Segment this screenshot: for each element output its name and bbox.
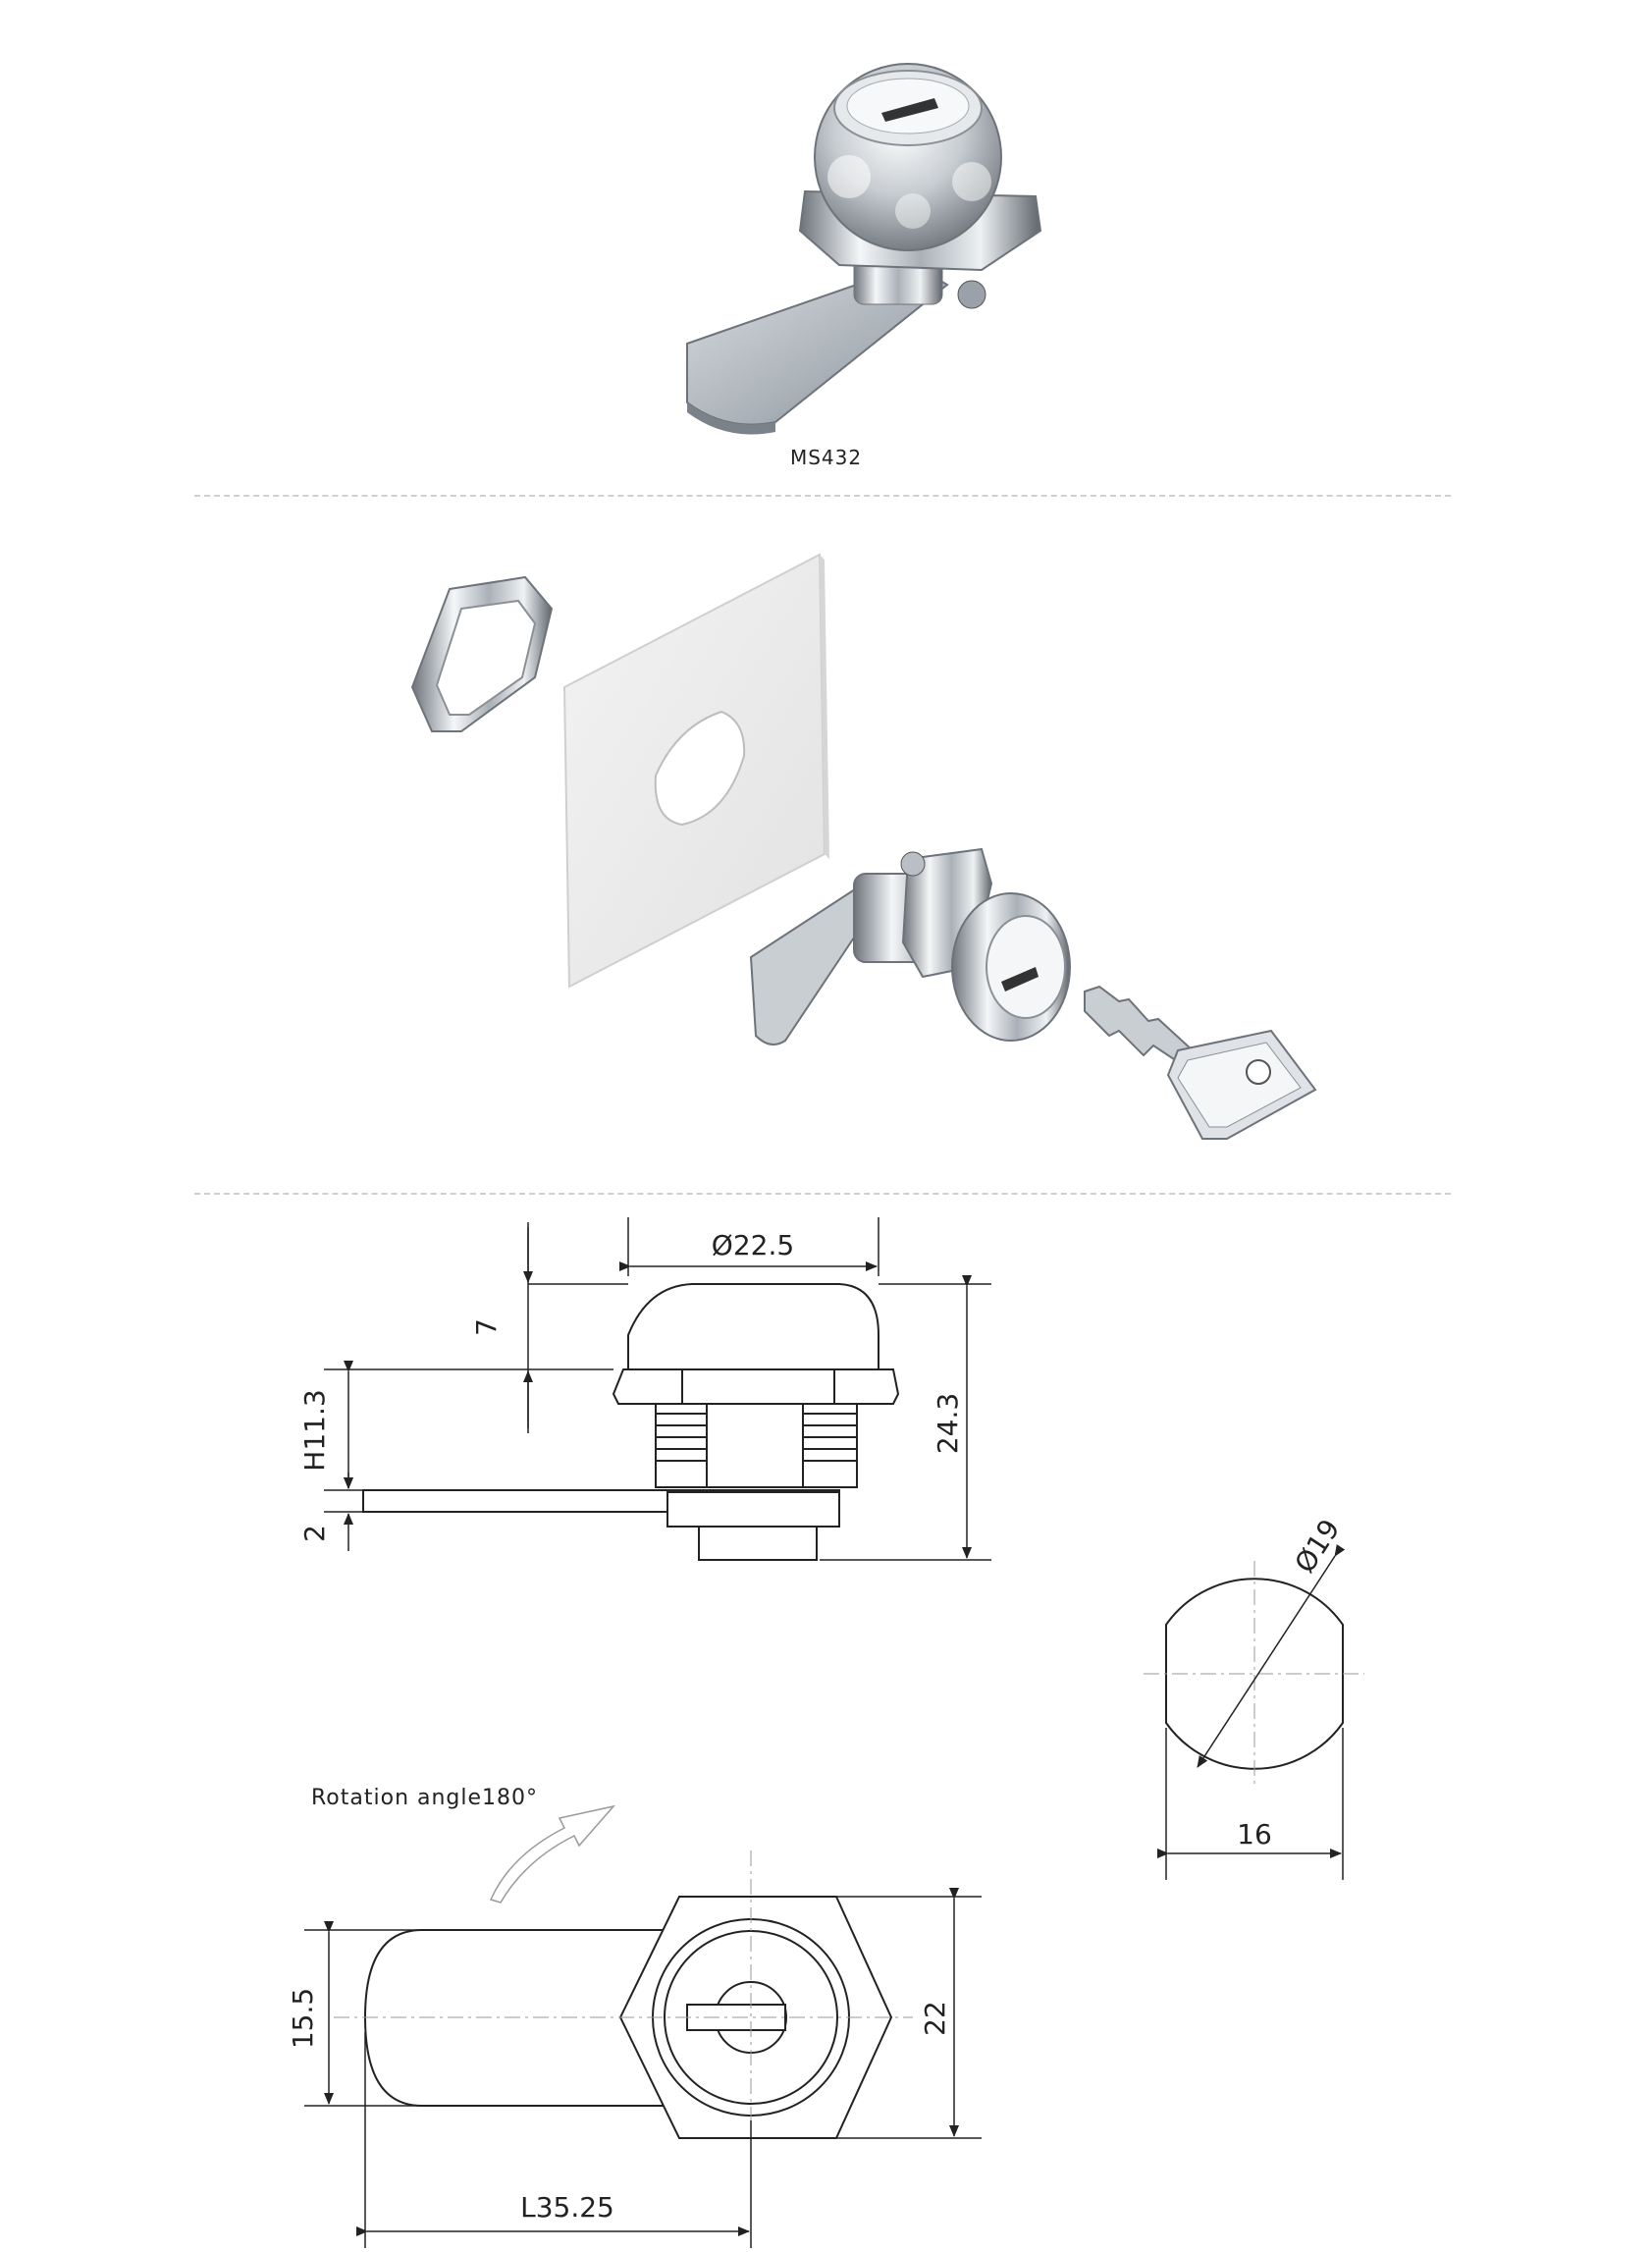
cam-thickness-dimension: 2 — [298, 1525, 331, 1542]
nut-width-dimension: 22 — [919, 2001, 951, 2036]
front-view — [334, 1850, 913, 2199]
hex-nut-render — [412, 577, 552, 731]
cam-length-dimension: L35.25 — [520, 2191, 614, 2224]
rotation-angle-note: Rotation angle180° — [311, 1786, 539, 1810]
section-divider — [194, 1193, 1451, 1195]
side-elevation-view — [363, 1284, 898, 1560]
cutout-diameter-dimension: Ø19 — [1288, 1513, 1347, 1579]
cutout-width-dimension: 16 — [1237, 1818, 1272, 1850]
head-height-dimension: 7 — [470, 1318, 503, 1336]
product-render-panel — [0, 0, 1652, 491]
cam-width-dimension: 15.5 — [287, 1987, 319, 2050]
key-render — [1085, 987, 1315, 1139]
total-height-dimension: 24.3 — [932, 1392, 964, 1455]
cam-lock-side-render — [751, 849, 1070, 1045]
hole-height-dimension: H11.3 — [298, 1389, 331, 1472]
mounting-panel-render — [564, 555, 829, 987]
exploded-view-panel — [0, 501, 1652, 1188]
product-model-caption: MS432 — [789, 446, 863, 469]
head-diameter-dimension: Ø22.5 — [711, 1229, 795, 1261]
cam-lock-render — [687, 64, 1040, 435]
rotation-arrow-icon — [491, 1806, 613, 1903]
section-divider — [194, 495, 1451, 497]
technical-drawing-panel — [0, 1198, 1652, 2252]
